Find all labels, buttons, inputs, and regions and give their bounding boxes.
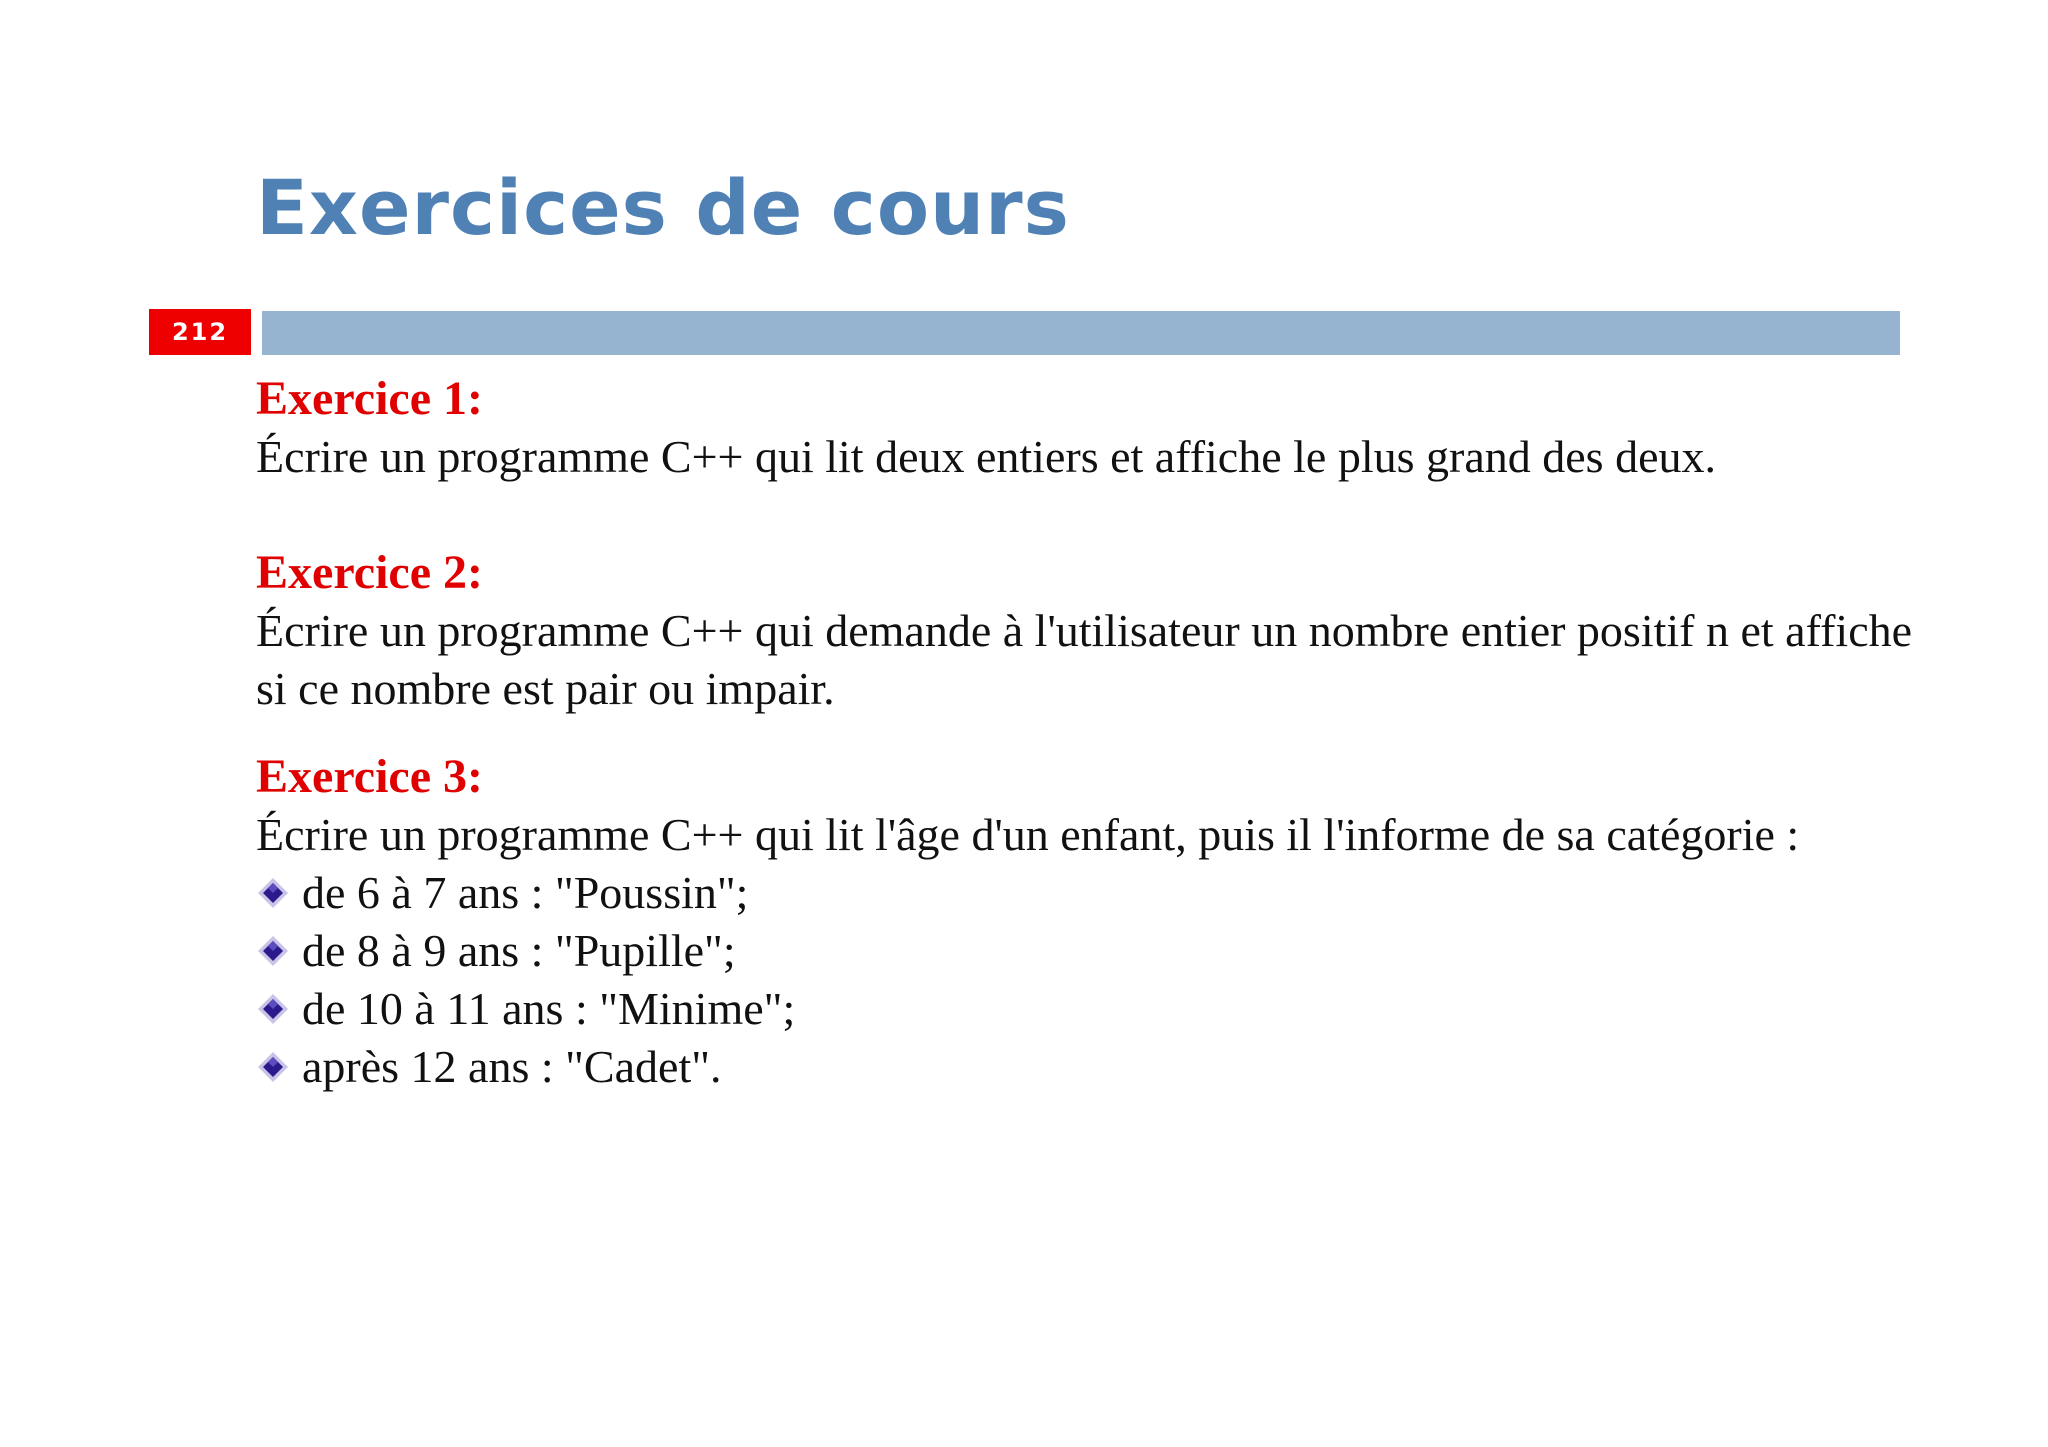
page-number-badge: 212: [149, 309, 251, 355]
diamond-bullet-icon: [256, 992, 290, 1026]
list-item: [256, 980, 1916, 1038]
list-item: [256, 864, 1916, 922]
exercise-text: Écrire un programme C++ qui lit deux entiers et affiche le plus grand des deux.: [256, 431, 1716, 482]
list-item-text: de 6 à 7 ans : "Poussin";: [302, 867, 749, 918]
exercise-1: [256, 370, 1916, 486]
list-item-text: après 12 ans : "Cadet".: [302, 1041, 722, 1092]
diamond-bullet-icon: [256, 876, 290, 910]
title-underline-bar: [262, 311, 1900, 355]
exercise-text: Écrire un programme C++ qui demande à l'utilisateur un nombre entier positif n et affiche si ce nombre est pair ou impair.: [256, 605, 1913, 714]
exercise-text: Écrire un programme C++ qui lit l'âge d'un enfant, puis il l'informe de sa catégorie :: [256, 809, 1800, 860]
list-item: [256, 1038, 1916, 1096]
exercise-2: [256, 544, 1916, 718]
diamond-bullet-icon: [256, 1050, 290, 1084]
diamond-bullet-icon: [256, 934, 290, 968]
exercise-heading: Exercice 3:: [256, 750, 483, 803]
category-list: [256, 864, 1916, 1096]
exercise-3: [256, 748, 1916, 1096]
list-item-text: de 8 à 9 ans : "Pupille";: [302, 925, 736, 976]
list-item: [256, 922, 1916, 980]
exercise-heading: Exercice 1:: [256, 372, 483, 425]
list-item-text: de 10 à 11 ans : "Minime";: [302, 983, 796, 1034]
slide-title: Exercices de cours: [256, 163, 1070, 252]
exercise-heading: Exercice 2:: [256, 546, 483, 599]
slide-content: [256, 370, 1916, 1096]
